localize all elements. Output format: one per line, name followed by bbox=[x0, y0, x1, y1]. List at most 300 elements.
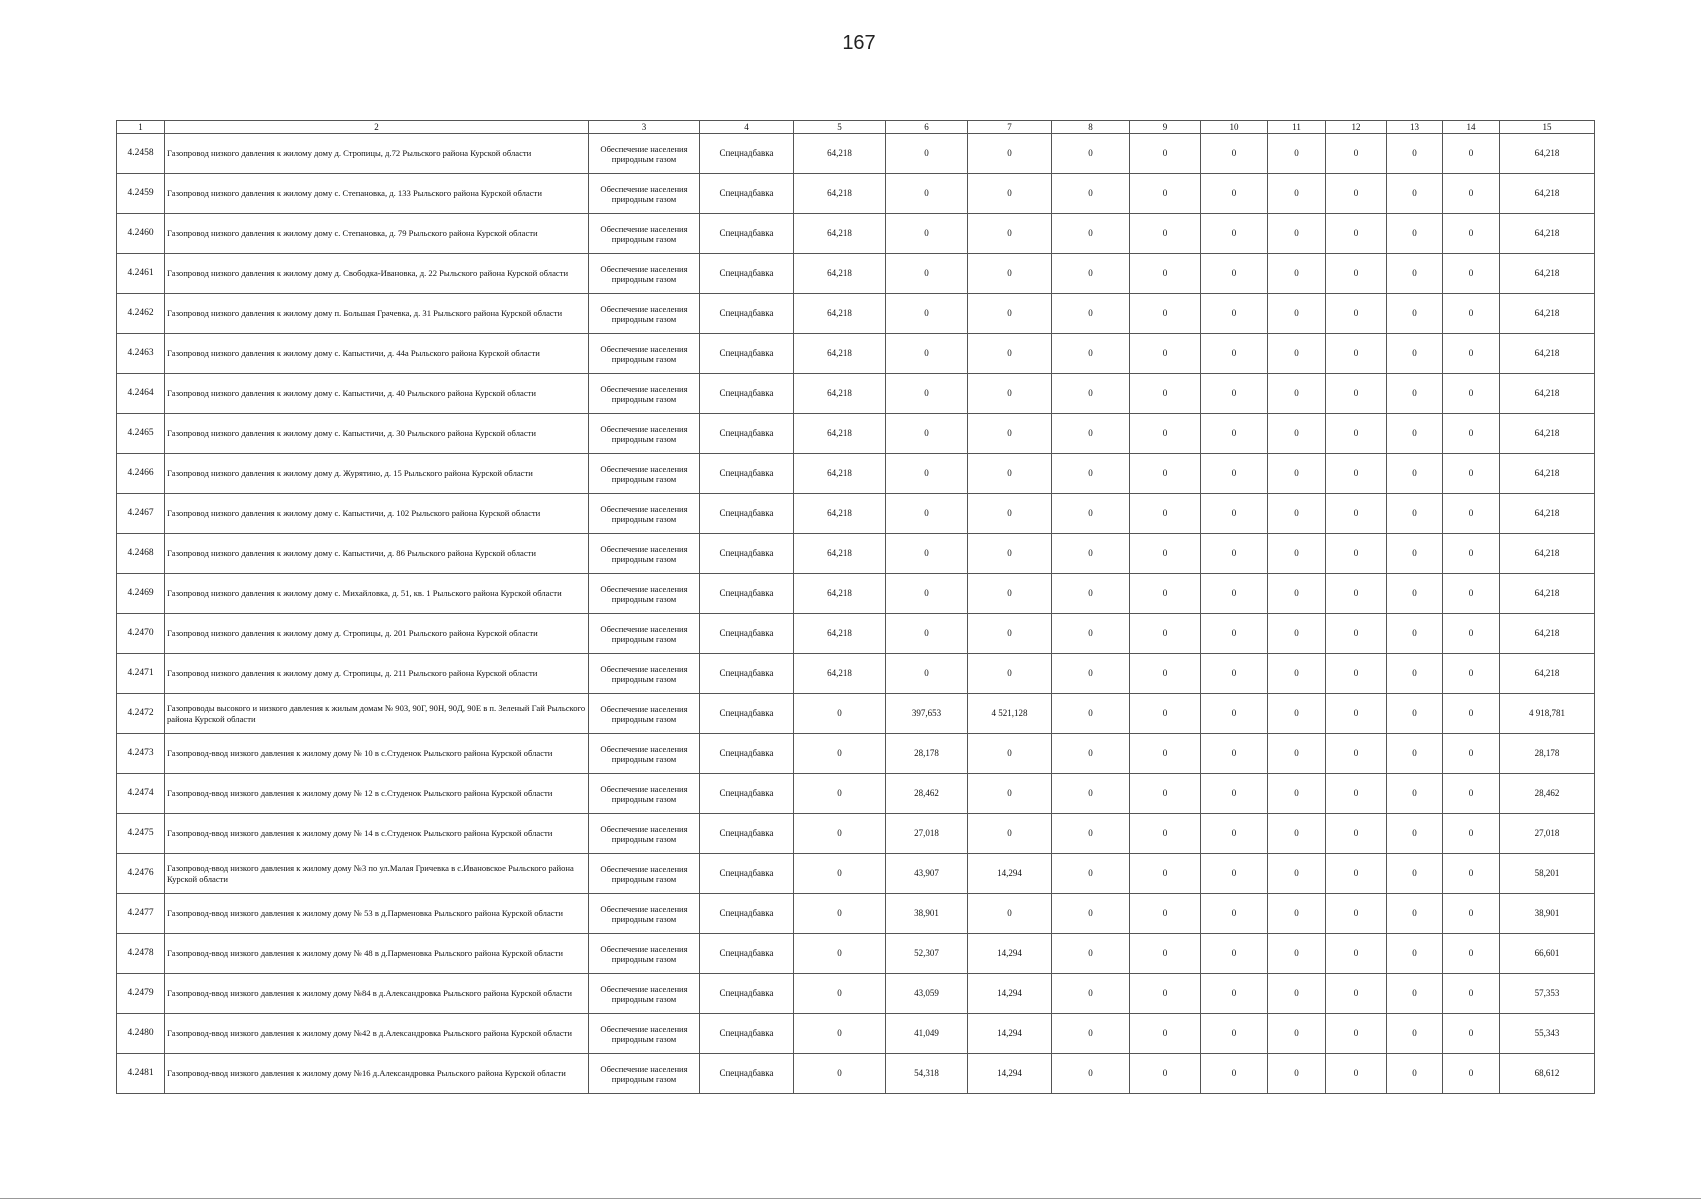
value-col-9: 0 bbox=[1130, 854, 1201, 894]
value-col-9: 0 bbox=[1130, 934, 1201, 974]
value-col-13: 0 bbox=[1387, 174, 1443, 214]
object-purpose: Обеспечение населения природным газом bbox=[589, 814, 700, 854]
value-col-8: 0 bbox=[1052, 454, 1130, 494]
value-col-12: 0 bbox=[1326, 1054, 1387, 1094]
data-table bbox=[116, 120, 1595, 1094]
table-row bbox=[117, 134, 1595, 174]
value-col-7: 0 bbox=[968, 574, 1052, 614]
value-col-5: 64,218 bbox=[794, 654, 886, 694]
object-name: Газопровод низкого давления к жилому дому с. Капыстичи, д. 102 Рыльского района Курской области bbox=[165, 494, 589, 534]
funding-source: Спецнадбавка bbox=[700, 694, 794, 734]
value-col-8: 0 bbox=[1052, 534, 1130, 574]
column-header-8: 8 bbox=[1052, 121, 1130, 134]
table-row bbox=[117, 654, 1595, 694]
column-header-3: 3 bbox=[589, 121, 700, 134]
value-col-11: 0 bbox=[1268, 134, 1326, 174]
table-row bbox=[117, 494, 1595, 534]
value-col-13: 0 bbox=[1387, 374, 1443, 414]
value-col-6: 0 bbox=[886, 294, 968, 334]
value-col-7: 14,294 bbox=[968, 1054, 1052, 1094]
object-purpose: Обеспечение населения природным газом bbox=[589, 374, 700, 414]
value-col-13: 0 bbox=[1387, 294, 1443, 334]
value-col-10: 0 bbox=[1201, 494, 1268, 534]
column-header-11: 11 bbox=[1268, 121, 1326, 134]
row-number: 4.2476 bbox=[117, 854, 165, 894]
value-col-9: 0 bbox=[1130, 414, 1201, 454]
value-col-5: 0 bbox=[794, 814, 886, 854]
row-number: 4.2475 bbox=[117, 814, 165, 854]
value-col-11: 0 bbox=[1268, 974, 1326, 1014]
value-col-15: 64,218 bbox=[1500, 134, 1595, 174]
value-col-8: 0 bbox=[1052, 1014, 1130, 1054]
funding-source: Спецнадбавка bbox=[700, 414, 794, 454]
funding-source: Спецнадбавка bbox=[700, 934, 794, 974]
funding-source: Спецнадбавка bbox=[700, 814, 794, 854]
value-col-8: 0 bbox=[1052, 774, 1130, 814]
value-col-11: 0 bbox=[1268, 854, 1326, 894]
value-col-9: 0 bbox=[1130, 894, 1201, 934]
value-col-14: 0 bbox=[1443, 934, 1500, 974]
value-col-5: 64,218 bbox=[794, 414, 886, 454]
value-col-5: 0 bbox=[794, 974, 886, 1014]
value-col-6: 0 bbox=[886, 534, 968, 574]
value-col-12: 0 bbox=[1326, 534, 1387, 574]
value-col-12: 0 bbox=[1326, 654, 1387, 694]
funding-source: Спецнадбавка bbox=[700, 1054, 794, 1094]
value-col-9: 0 bbox=[1130, 1014, 1201, 1054]
value-col-15: 64,218 bbox=[1500, 414, 1595, 454]
value-col-9: 0 bbox=[1130, 334, 1201, 374]
value-col-6: 27,018 bbox=[886, 814, 968, 854]
value-col-11: 0 bbox=[1268, 934, 1326, 974]
table-row bbox=[117, 374, 1595, 414]
value-col-15: 64,218 bbox=[1500, 534, 1595, 574]
value-col-10: 0 bbox=[1201, 934, 1268, 974]
value-col-7: 0 bbox=[968, 654, 1052, 694]
funding-source: Спецнадбавка bbox=[700, 374, 794, 414]
table-row bbox=[117, 534, 1595, 574]
value-col-15: 28,462 bbox=[1500, 774, 1595, 814]
page-number: 167 bbox=[842, 32, 876, 54]
column-header-10: 10 bbox=[1201, 121, 1268, 134]
object-name: Газопровод низкого давления к жилому дому с. Капыстичи, д. 30 Рыльского района Курской области bbox=[165, 414, 589, 454]
value-col-7: 0 bbox=[968, 134, 1052, 174]
value-col-14: 0 bbox=[1443, 974, 1500, 1014]
value-col-11: 0 bbox=[1268, 1014, 1326, 1054]
value-col-11: 0 bbox=[1268, 214, 1326, 254]
value-col-5: 0 bbox=[794, 774, 886, 814]
value-col-8: 0 bbox=[1052, 614, 1130, 654]
table-row bbox=[117, 574, 1595, 614]
table-row bbox=[117, 414, 1595, 454]
object-name: Газопровод-ввод низкого давления к жилому дому №3 по ул.Малая Гричевка в с.Ивановское Рыльского района Курской области bbox=[165, 854, 589, 894]
value-col-11: 0 bbox=[1268, 254, 1326, 294]
value-col-5: 64,218 bbox=[794, 254, 886, 294]
object-purpose: Обеспечение населения природным газом bbox=[589, 534, 700, 574]
value-col-12: 0 bbox=[1326, 774, 1387, 814]
value-col-15: 57,353 bbox=[1500, 974, 1595, 1014]
value-col-13: 0 bbox=[1387, 894, 1443, 934]
object-name: Газопровод низкого давления к жилому дому с. Капыстичи, д. 44а Рыльского района Курской области bbox=[165, 334, 589, 374]
value-col-13: 0 bbox=[1387, 534, 1443, 574]
value-col-14: 0 bbox=[1443, 1014, 1500, 1054]
table-row bbox=[117, 814, 1595, 854]
value-col-10: 0 bbox=[1201, 214, 1268, 254]
funding-source: Спецнадбавка bbox=[700, 534, 794, 574]
row-number: 4.2470 bbox=[117, 614, 165, 654]
funding-source: Спецнадбавка bbox=[700, 894, 794, 934]
value-col-12: 0 bbox=[1326, 294, 1387, 334]
value-col-5: 64,218 bbox=[794, 374, 886, 414]
value-col-12: 0 bbox=[1326, 894, 1387, 934]
row-number: 4.2481 bbox=[117, 1054, 165, 1094]
funding-source: Спецнадбавка bbox=[700, 614, 794, 654]
column-header-4: 4 bbox=[700, 121, 794, 134]
object-purpose: Обеспечение населения природным газом bbox=[589, 294, 700, 334]
value-col-13: 0 bbox=[1387, 614, 1443, 654]
object-purpose: Обеспечение населения природным газом bbox=[589, 894, 700, 934]
value-col-14: 0 bbox=[1443, 374, 1500, 414]
value-col-12: 0 bbox=[1326, 374, 1387, 414]
column-header-14: 14 bbox=[1443, 121, 1500, 134]
value-col-5: 64,218 bbox=[794, 134, 886, 174]
value-col-14: 0 bbox=[1443, 654, 1500, 694]
row-number: 4.2465 bbox=[117, 414, 165, 454]
row-number: 4.2462 bbox=[117, 294, 165, 334]
object-name: Газопровод низкого давления к жилому дому д. Стропицы, д.72 Рыльского района Курской области bbox=[165, 134, 589, 174]
value-col-8: 0 bbox=[1052, 494, 1130, 534]
object-name: Газопровод-ввод низкого давления к жилому дому № 14 в с.Студенок Рыльского района Курской области bbox=[165, 814, 589, 854]
object-name: Газопровод-ввод низкого давления к жилому дому №84 в д.Александровка Рыльского района Курской области bbox=[165, 974, 589, 1014]
row-number: 4.2464 bbox=[117, 374, 165, 414]
row-number: 4.2474 bbox=[117, 774, 165, 814]
value-col-9: 0 bbox=[1130, 814, 1201, 854]
value-col-14: 0 bbox=[1443, 1054, 1500, 1094]
value-col-12: 0 bbox=[1326, 454, 1387, 494]
value-col-14: 0 bbox=[1443, 814, 1500, 854]
value-col-11: 0 bbox=[1268, 454, 1326, 494]
value-col-8: 0 bbox=[1052, 214, 1130, 254]
object-purpose: Обеспечение населения природным газом bbox=[589, 934, 700, 974]
value-col-11: 0 bbox=[1268, 894, 1326, 934]
value-col-11: 0 bbox=[1268, 1054, 1326, 1094]
table-body bbox=[117, 134, 1595, 1094]
object-name: Газопровод низкого давления к жилому дому д. Журятино, д. 15 Рыльского района Курской области bbox=[165, 454, 589, 494]
row-number: 4.2477 bbox=[117, 894, 165, 934]
object-name: Газопровод низкого давления к жилому дому д. Свободка-Ивановка, д. 22 Рыльского района Курской области bbox=[165, 254, 589, 294]
object-name: Газопровод-ввод низкого давления к жилому дому №42 в д.Александровка Рыльского района Курской области bbox=[165, 1014, 589, 1054]
column-header-2: 2 bbox=[165, 121, 589, 134]
value-col-15: 38,901 bbox=[1500, 894, 1595, 934]
table-row bbox=[117, 734, 1595, 774]
value-col-10: 0 bbox=[1201, 294, 1268, 334]
value-col-9: 0 bbox=[1130, 534, 1201, 574]
object-name: Газопровод низкого давления к жилому дому с. Капыстичи, д. 86 Рыльского района Курской области bbox=[165, 534, 589, 574]
value-col-7: 0 bbox=[968, 614, 1052, 654]
value-col-10: 0 bbox=[1201, 174, 1268, 214]
value-col-10: 0 bbox=[1201, 854, 1268, 894]
value-col-5: 0 bbox=[794, 734, 886, 774]
column-header-9: 9 bbox=[1130, 121, 1201, 134]
funding-source: Спецнадбавка bbox=[700, 494, 794, 534]
funding-source: Спецнадбавка bbox=[700, 1014, 794, 1054]
value-col-11: 0 bbox=[1268, 334, 1326, 374]
funding-source: Спецнадбавка bbox=[700, 294, 794, 334]
value-col-14: 0 bbox=[1443, 214, 1500, 254]
value-col-7: 0 bbox=[968, 334, 1052, 374]
value-col-9: 0 bbox=[1130, 254, 1201, 294]
value-col-13: 0 bbox=[1387, 214, 1443, 254]
object-name: Газопровод низкого давления к жилому дому с. Степановка, д. 133 Рыльского района Курской области bbox=[165, 174, 589, 214]
value-col-13: 0 bbox=[1387, 574, 1443, 614]
row-number: 4.2466 bbox=[117, 454, 165, 494]
value-col-12: 0 bbox=[1326, 254, 1387, 294]
value-col-8: 0 bbox=[1052, 854, 1130, 894]
value-col-6: 0 bbox=[886, 214, 968, 254]
column-header-7: 7 bbox=[968, 121, 1052, 134]
value-col-8: 0 bbox=[1052, 574, 1130, 614]
value-col-10: 0 bbox=[1201, 734, 1268, 774]
value-col-15: 64,218 bbox=[1500, 174, 1595, 214]
row-number: 4.2478 bbox=[117, 934, 165, 974]
object-purpose: Обеспечение населения природным газом bbox=[589, 174, 700, 214]
value-col-5: 0 bbox=[794, 1014, 886, 1054]
value-col-9: 0 bbox=[1130, 734, 1201, 774]
object-purpose: Обеспечение населения природным газом bbox=[589, 774, 700, 814]
value-col-5: 0 bbox=[794, 934, 886, 974]
value-col-6: 54,318 bbox=[886, 1054, 968, 1094]
row-number: 4.2460 bbox=[117, 214, 165, 254]
object-name: Газопровод низкого давления к жилому дому п. Большая Грачевка, д. 31 Рыльского района Курской области bbox=[165, 294, 589, 334]
value-col-12: 0 bbox=[1326, 814, 1387, 854]
value-col-14: 0 bbox=[1443, 614, 1500, 654]
value-col-9: 0 bbox=[1130, 974, 1201, 1014]
value-col-5: 64,218 bbox=[794, 334, 886, 374]
value-col-11: 0 bbox=[1268, 814, 1326, 854]
table-row bbox=[117, 1054, 1595, 1094]
value-col-6: 38,901 bbox=[886, 894, 968, 934]
value-col-13: 0 bbox=[1387, 974, 1443, 1014]
value-col-15: 64,218 bbox=[1500, 214, 1595, 254]
row-number: 4.2473 bbox=[117, 734, 165, 774]
value-col-12: 0 bbox=[1326, 734, 1387, 774]
value-col-12: 0 bbox=[1326, 174, 1387, 214]
value-col-8: 0 bbox=[1052, 814, 1130, 854]
value-col-11: 0 bbox=[1268, 574, 1326, 614]
column-header-13: 13 bbox=[1387, 121, 1443, 134]
value-col-7: 0 bbox=[968, 414, 1052, 454]
value-col-12: 0 bbox=[1326, 334, 1387, 374]
column-header-6: 6 bbox=[886, 121, 968, 134]
value-col-15: 4 918,781 bbox=[1500, 694, 1595, 734]
value-col-15: 64,218 bbox=[1500, 454, 1595, 494]
value-col-15: 68,612 bbox=[1500, 1054, 1595, 1094]
value-col-10: 0 bbox=[1201, 814, 1268, 854]
value-col-9: 0 bbox=[1130, 694, 1201, 734]
value-col-11: 0 bbox=[1268, 294, 1326, 334]
object-name: Газопровод низкого давления к жилому дому с. Степановка, д. 79 Рыльского района Курской области bbox=[165, 214, 589, 254]
funding-source: Спецнадбавка bbox=[700, 134, 794, 174]
value-col-8: 0 bbox=[1052, 334, 1130, 374]
value-col-14: 0 bbox=[1443, 414, 1500, 454]
value-col-13: 0 bbox=[1387, 774, 1443, 814]
value-col-6: 0 bbox=[886, 374, 968, 414]
value-col-5: 0 bbox=[794, 854, 886, 894]
funding-source: Спецнадбавка bbox=[700, 254, 794, 294]
value-col-6: 43,907 bbox=[886, 854, 968, 894]
value-col-14: 0 bbox=[1443, 294, 1500, 334]
value-col-9: 0 bbox=[1130, 574, 1201, 614]
value-col-8: 0 bbox=[1052, 134, 1130, 174]
row-number: 4.2480 bbox=[117, 1014, 165, 1054]
value-col-8: 0 bbox=[1052, 734, 1130, 774]
object-name: Газопровод-ввод низкого давления к жилому дому № 12 в с.Студенок Рыльского района Курской области bbox=[165, 774, 589, 814]
value-col-6: 0 bbox=[886, 494, 968, 534]
object-purpose: Обеспечение населения природным газом bbox=[589, 134, 700, 174]
value-col-8: 0 bbox=[1052, 374, 1130, 414]
value-col-8: 0 bbox=[1052, 254, 1130, 294]
value-col-10: 0 bbox=[1201, 374, 1268, 414]
value-col-15: 58,201 bbox=[1500, 854, 1595, 894]
value-col-7: 0 bbox=[968, 374, 1052, 414]
value-col-13: 0 bbox=[1387, 934, 1443, 974]
value-col-8: 0 bbox=[1052, 1054, 1130, 1094]
value-col-14: 0 bbox=[1443, 174, 1500, 214]
row-number: 4.2463 bbox=[117, 334, 165, 374]
funding-source: Спецнадбавка bbox=[700, 734, 794, 774]
table-header bbox=[117, 121, 1595, 134]
object-purpose: Обеспечение населения природным газом bbox=[589, 654, 700, 694]
value-col-6: 0 bbox=[886, 134, 968, 174]
value-col-11: 0 bbox=[1268, 654, 1326, 694]
column-header-1: 1 bbox=[117, 121, 165, 134]
value-col-14: 0 bbox=[1443, 574, 1500, 614]
value-col-7: 0 bbox=[968, 294, 1052, 334]
value-col-12: 0 bbox=[1326, 614, 1387, 654]
value-col-5: 64,218 bbox=[794, 614, 886, 654]
value-col-8: 0 bbox=[1052, 654, 1130, 694]
value-col-6: 0 bbox=[886, 654, 968, 694]
object-purpose: Обеспечение населения природным газом bbox=[589, 214, 700, 254]
value-col-11: 0 bbox=[1268, 174, 1326, 214]
object-name: Газопровод низкого давления к жилому дому с. Михайловка, д. 51, кв. 1 Рыльского района Курской области bbox=[165, 574, 589, 614]
value-col-12: 0 bbox=[1326, 574, 1387, 614]
object-name: Газопроводы высокого и низкого давления к жилым домам № 90З, 90Г, 90Н, 90Д, 90Е в п. Зеленый Гай Рыльского района Курской области bbox=[165, 694, 589, 734]
value-col-6: 0 bbox=[886, 454, 968, 494]
table-row bbox=[117, 214, 1595, 254]
object-name: Газопровод низкого давления к жилому дому д. Стропицы, д. 201 Рыльского района Курской области bbox=[165, 614, 589, 654]
value-col-9: 0 bbox=[1130, 174, 1201, 214]
value-col-5: 64,218 bbox=[794, 454, 886, 494]
funding-source: Спецнадбавка bbox=[700, 574, 794, 614]
value-col-12: 0 bbox=[1326, 1014, 1387, 1054]
value-col-10: 0 bbox=[1201, 654, 1268, 694]
value-col-11: 0 bbox=[1268, 494, 1326, 534]
value-col-9: 0 bbox=[1130, 774, 1201, 814]
value-col-14: 0 bbox=[1443, 774, 1500, 814]
column-header-5: 5 bbox=[794, 121, 886, 134]
value-col-10: 0 bbox=[1201, 454, 1268, 494]
value-col-7: 0 bbox=[968, 774, 1052, 814]
table-row bbox=[117, 294, 1595, 334]
row-number: 4.2468 bbox=[117, 534, 165, 574]
value-col-12: 0 bbox=[1326, 214, 1387, 254]
value-col-11: 0 bbox=[1268, 374, 1326, 414]
value-col-15: 28,178 bbox=[1500, 734, 1595, 774]
object-purpose: Обеспечение населения природным газом bbox=[589, 414, 700, 454]
value-col-15: 64,218 bbox=[1500, 654, 1595, 694]
value-col-9: 0 bbox=[1130, 494, 1201, 534]
value-col-15: 27,018 bbox=[1500, 814, 1595, 854]
value-col-14: 0 bbox=[1443, 134, 1500, 174]
object-purpose: Обеспечение населения природным газом bbox=[589, 574, 700, 614]
value-col-10: 0 bbox=[1201, 254, 1268, 294]
object-purpose: Обеспечение населения природным газом bbox=[589, 854, 700, 894]
row-number: 4.2467 bbox=[117, 494, 165, 534]
value-col-12: 0 bbox=[1326, 934, 1387, 974]
value-col-9: 0 bbox=[1130, 1054, 1201, 1094]
value-col-9: 0 bbox=[1130, 614, 1201, 654]
value-col-6: 43,059 bbox=[886, 974, 968, 1014]
value-col-11: 0 bbox=[1268, 614, 1326, 654]
funding-source: Спецнадбавка bbox=[700, 214, 794, 254]
value-col-7: 0 bbox=[968, 254, 1052, 294]
value-col-7: 4 521,128 bbox=[968, 694, 1052, 734]
row-number: 4.2471 bbox=[117, 654, 165, 694]
value-col-5: 64,218 bbox=[794, 294, 886, 334]
table-row bbox=[117, 894, 1595, 934]
value-col-14: 0 bbox=[1443, 694, 1500, 734]
value-col-10: 0 bbox=[1201, 614, 1268, 654]
value-col-11: 0 bbox=[1268, 734, 1326, 774]
table-row bbox=[117, 454, 1595, 494]
table-row bbox=[117, 774, 1595, 814]
object-name: Газопровод-ввод низкого давления к жилому дому №16 д.Александровка Рыльского района Курской области bbox=[165, 1054, 589, 1094]
value-col-5: 64,218 bbox=[794, 494, 886, 534]
table-row bbox=[117, 974, 1595, 1014]
value-col-6: 0 bbox=[886, 574, 968, 614]
value-col-14: 0 bbox=[1443, 734, 1500, 774]
object-purpose: Обеспечение населения природным газом bbox=[589, 694, 700, 734]
funding-source: Спецнадбавка bbox=[700, 174, 794, 214]
value-col-13: 0 bbox=[1387, 694, 1443, 734]
value-col-10: 0 bbox=[1201, 534, 1268, 574]
value-col-9: 0 bbox=[1130, 374, 1201, 414]
value-col-14: 0 bbox=[1443, 894, 1500, 934]
value-col-10: 0 bbox=[1201, 414, 1268, 454]
value-col-13: 0 bbox=[1387, 414, 1443, 454]
funding-source: Спецнадбавка bbox=[700, 854, 794, 894]
value-col-10: 0 bbox=[1201, 334, 1268, 374]
value-col-11: 0 bbox=[1268, 694, 1326, 734]
value-col-15: 64,218 bbox=[1500, 254, 1595, 294]
row-number: 4.2458 bbox=[117, 134, 165, 174]
funding-source: Спецнадбавка bbox=[700, 654, 794, 694]
funding-source: Спецнадбавка bbox=[700, 334, 794, 374]
value-col-10: 0 bbox=[1201, 694, 1268, 734]
value-col-9: 0 bbox=[1130, 654, 1201, 694]
value-col-7: 0 bbox=[968, 174, 1052, 214]
value-col-5: 64,218 bbox=[794, 214, 886, 254]
row-number: 4.2469 bbox=[117, 574, 165, 614]
value-col-12: 0 bbox=[1326, 854, 1387, 894]
value-col-5: 0 bbox=[794, 1054, 886, 1094]
object-purpose: Обеспечение населения природным газом bbox=[589, 1014, 700, 1054]
value-col-6: 28,178 bbox=[886, 734, 968, 774]
table-row bbox=[117, 334, 1595, 374]
value-col-7: 0 bbox=[968, 894, 1052, 934]
value-col-6: 0 bbox=[886, 614, 968, 654]
